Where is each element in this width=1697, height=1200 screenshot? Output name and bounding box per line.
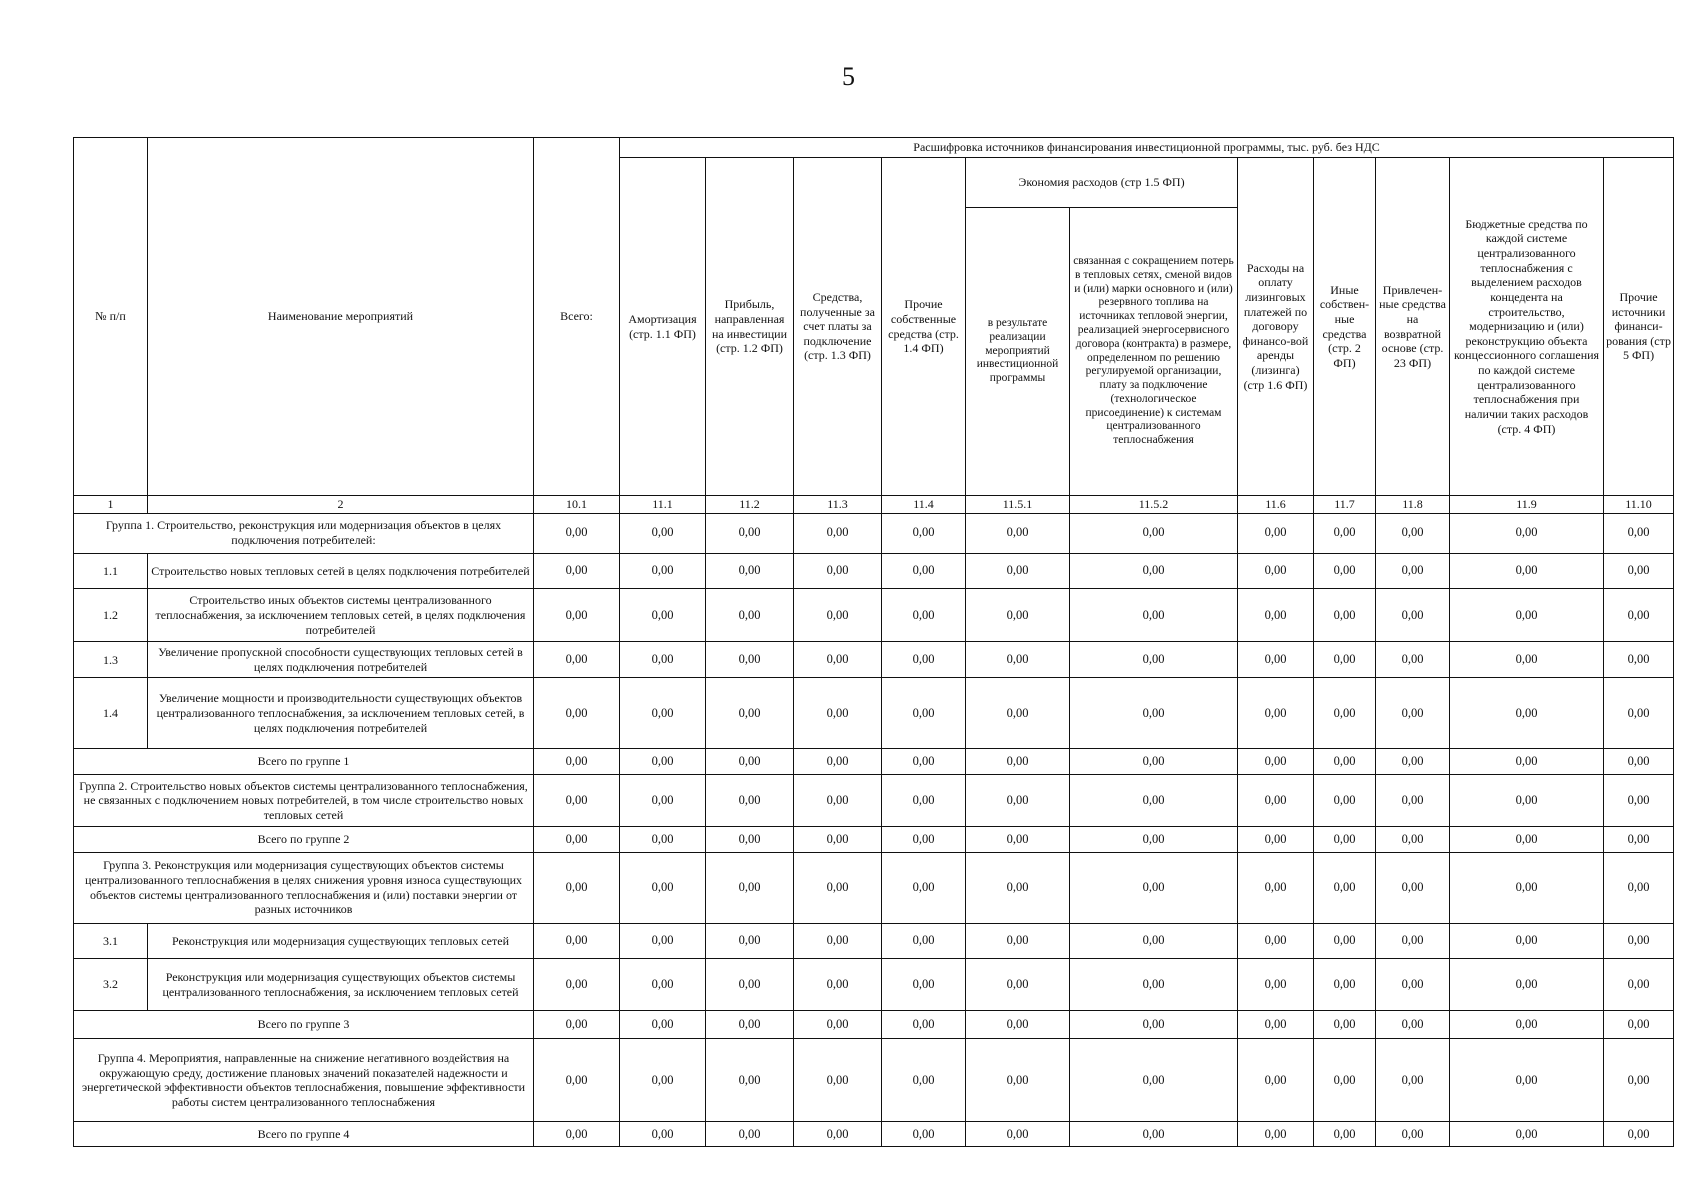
value-cell: 0,00 [1314,589,1376,642]
value-cell: 0,00 [1314,852,1376,923]
value-cell: 0,00 [794,678,882,749]
value-cell: 0,00 [966,774,1070,826]
value-cell: 0,00 [534,1122,620,1147]
value-cell: 0,00 [794,959,882,1011]
value-cell: 0,00 [966,1122,1070,1147]
value-cell: 0,00 [1238,774,1314,826]
header-num: № п/п [74,138,148,496]
col-number: 10.1 [534,496,620,514]
value-cell: 0,00 [1376,1039,1450,1122]
value-cell: 0,00 [706,642,794,678]
header-name: Наименование мероприятий [148,138,534,496]
value-cell: 0,00 [1238,852,1314,923]
value-cell: 0,00 [534,923,620,959]
value-cell: 0,00 [620,589,706,642]
value-cell: 0,00 [1604,1122,1674,1147]
value-cell: 0,00 [1450,1122,1604,1147]
item-row [74,923,1674,959]
value-cell: 0,00 [966,827,1070,853]
value-cell: 0,00 [534,589,620,642]
row-name: Строительство иных объектов системы централизованного теплоснабжения, за исключением тепловых сетей, в целях подключения потребителей [148,589,534,642]
header-leasing: Расходы на оплату лизинговых платежей по договору финансо-вой аренды (лизинга) (стр 1.6 ФП) [1238,158,1314,496]
value-cell: 0,00 [620,553,706,589]
value-cell: 0,00 [1070,513,1238,553]
group-name: Группа 2. Строительство новых объектов системы централизованного теплоснабжения, не связанных с подключением новых потребителей, в том числе строительство новых тепловых сетей [74,774,534,826]
value-cell: 0,00 [1238,642,1314,678]
value-cell: 0,00 [1314,1122,1376,1147]
header-other-own: Иные собствен-ные средства (стр. 2 ФП) [1314,158,1376,496]
value-cell: 0,00 [966,1011,1070,1039]
value-cell: 0,00 [1450,749,1604,775]
value-cell: 0,00 [1314,827,1376,853]
value-cell: 0,00 [1314,959,1376,1011]
value-cell: 0,00 [882,513,966,553]
value-cell: 0,00 [1070,642,1238,678]
value-cell: 0,00 [1604,1039,1674,1122]
col-number: 11.8 [1376,496,1450,514]
header-savings: Экономия расходов (стр 1.5 ФП) [966,158,1238,208]
value-cell: 0,00 [1070,852,1238,923]
value-cell: 0,00 [1238,749,1314,775]
value-cell: 0,00 [534,749,620,775]
value-cell: 0,00 [1450,852,1604,923]
value-cell: 0,00 [882,923,966,959]
item-row [74,678,1674,749]
header-savings-program: в результате реализации мероприятий инвестиционной программы [966,208,1070,496]
value-cell: 0,00 [794,1122,882,1147]
value-cell: 0,00 [1376,749,1450,775]
row-name: Реконструкция или модернизация существующих объектов системы централизованного теплоснабжения, за исключением тепловых сетей [148,959,534,1011]
value-cell: 0,00 [1238,513,1314,553]
value-cell: 0,00 [1238,553,1314,589]
value-cell: 0,00 [794,852,882,923]
header-budget: Бюджетные средства по каждой системе централизованного теплоснабжения с выделением расходов концедента на строительство, модернизацию и (или) реконструкцию объекта концессионного соглашения по каждой системе централизованного теплоснабжения при наличии таких расходов (стр. 4 ФП) [1450,158,1604,496]
value-cell: 0,00 [1450,827,1604,853]
value-cell: 0,00 [794,749,882,775]
col-number: 11.6 [1238,496,1314,514]
row-number: 1.4 [74,678,148,749]
value-cell: 0,00 [794,642,882,678]
value-cell: 0,00 [794,589,882,642]
col-number: 11.3 [794,496,882,514]
value-cell: 0,00 [1604,678,1674,749]
value-cell: 0,00 [1376,923,1450,959]
value-cell: 0,00 [882,589,966,642]
row-name: Строительство новых тепловых сетей в целях подключения потребителей [148,553,534,589]
value-cell: 0,00 [620,678,706,749]
value-cell: 0,00 [1604,642,1674,678]
value-cell: 0,00 [966,589,1070,642]
col-number: 11.2 [706,496,794,514]
page-number: 5 [842,62,855,91]
row-number: 1.3 [74,642,148,678]
value-cell: 0,00 [1604,553,1674,589]
value-cell: 0,00 [1604,1011,1674,1039]
value-cell: 0,00 [1376,589,1450,642]
value-cell: 0,00 [882,959,966,1011]
value-cell: 0,00 [1376,1011,1450,1039]
value-cell: 0,00 [1314,749,1376,775]
value-cell: 0,00 [1376,827,1450,853]
col-number: 11.5.2 [1070,496,1238,514]
value-cell: 0,00 [1238,589,1314,642]
value-cell: 0,00 [1604,827,1674,853]
value-cell: 0,00 [1070,1039,1238,1122]
value-cell: 0,00 [620,1011,706,1039]
value-cell: 0,00 [1450,589,1604,642]
value-cell: 0,00 [882,1039,966,1122]
group-total-label: Всего по группе 2 [74,827,534,853]
value-cell: 0,00 [620,749,706,775]
col-number: 11.7 [1314,496,1376,514]
value-cell: 0,00 [1604,589,1674,642]
table-body [74,513,1674,1146]
value-cell: 0,00 [1376,774,1450,826]
value-cell: 0,00 [1314,1039,1376,1122]
value-cell: 0,00 [882,1122,966,1147]
value-cell: 0,00 [706,923,794,959]
value-cell: 0,00 [1238,1039,1314,1122]
value-cell: 0,00 [1238,827,1314,853]
value-cell: 0,00 [1604,774,1674,826]
value-cell: 0,00 [1238,678,1314,749]
value-cell: 0,00 [882,852,966,923]
item-row [74,642,1674,678]
financing-table [73,137,1674,1147]
value-cell: 0,00 [1376,1122,1450,1147]
group-total-label: Всего по группе 1 [74,749,534,775]
value-cell: 0,00 [882,678,966,749]
value-cell: 0,00 [1314,678,1376,749]
value-cell: 0,00 [882,774,966,826]
total-row [74,827,1674,853]
total-row [74,749,1674,775]
col-number: 11.5.1 [966,496,1070,514]
header-savings-losses: связанная с сокращением потерь в тепловых сетях, сменой видов и (или) марки основного и (или) резервного топлива на источниках тепловой энергии, реализацией энергосервисного договора (контракта) в размере, определенном по решению регулируемой организации, плату за подключение (технологическое присоединение) к системам централизованного теплоснабжения [1070,208,1238,496]
value-cell: 0,00 [1070,959,1238,1011]
header-borrowed: Привлечен-ные средства на возвратной основе (стр. 23 ФП) [1376,158,1450,496]
value-cell: 0,00 [794,774,882,826]
value-cell: 0,00 [620,1122,706,1147]
value-cell: 0,00 [1070,827,1238,853]
value-cell: 0,00 [1314,923,1376,959]
value-cell: 0,00 [620,827,706,853]
value-cell: 0,00 [534,1011,620,1039]
header-connection-fee: Средства, полученные за счет платы за подключение (стр. 1.3 ФП) [794,158,882,496]
col-number: 11.9 [1450,496,1604,514]
header-total: Всего: [534,138,620,496]
value-cell: 0,00 [706,1039,794,1122]
value-cell: 0,00 [1450,553,1604,589]
value-cell: 0,00 [794,1039,882,1122]
header-own-other: Прочие собственные средства (стр. 1.4 ФП) [882,158,966,496]
col-number: 11.1 [620,496,706,514]
col-number: 11.4 [882,496,966,514]
row-name: Увеличение мощности и производительности существующих объектов централизованного теплоснабжения, за исключением тепловых сетей, в целях подключения потребителей [148,678,534,749]
value-cell: 0,00 [1604,852,1674,923]
value-cell: 0,00 [706,513,794,553]
value-cell: 0,00 [966,1039,1070,1122]
value-cell: 0,00 [1604,749,1674,775]
value-cell: 0,00 [534,852,620,923]
value-cell: 0,00 [1070,553,1238,589]
value-cell: 0,00 [620,923,706,959]
value-cell: 0,00 [620,959,706,1011]
value-cell: 0,00 [1070,923,1238,959]
group-total-label: Всего по группе 4 [74,1122,534,1147]
value-cell: 0,00 [534,513,620,553]
value-cell: 0,00 [1450,678,1604,749]
value-cell: 0,00 [794,827,882,853]
row-name: Реконструкция или модернизация существующих тепловых сетей [148,923,534,959]
header-amortization: Амортизация (стр. 1.1 ФП) [620,158,706,496]
column-numbers-row [74,496,1674,514]
value-cell: 0,00 [966,852,1070,923]
value-cell: 0,00 [794,513,882,553]
value-cell: 0,00 [1376,959,1450,1011]
value-cell: 0,00 [1604,923,1674,959]
value-cell: 0,00 [1070,774,1238,826]
value-cell: 0,00 [620,852,706,923]
value-cell: 0,00 [1238,959,1314,1011]
value-cell: 0,00 [1604,959,1674,1011]
value-cell: 0,00 [534,642,620,678]
value-cell: 0,00 [1376,642,1450,678]
group-row [74,852,1674,923]
value-cell: 0,00 [1238,1122,1314,1147]
value-cell: 0,00 [706,553,794,589]
row-number: 3.2 [74,959,148,1011]
value-cell: 0,00 [1376,852,1450,923]
group-row [74,1039,1674,1122]
value-cell: 0,00 [1070,1122,1238,1147]
value-cell: 0,00 [882,827,966,853]
value-cell: 0,00 [882,642,966,678]
value-cell: 0,00 [1314,553,1376,589]
value-cell: 0,00 [1070,589,1238,642]
value-cell: 0,00 [534,678,620,749]
value-cell: 0,00 [1070,1011,1238,1039]
value-cell: 0,00 [706,1011,794,1039]
group-name: Группа 3. Реконструкция или модернизация существующих объектов системы централизованного теплоснабжения в целях снижения уровня износа существующих объектов системы централизованного теплоснабжения и (или) поставки энергии от разных источников [74,852,534,923]
value-cell: 0,00 [966,749,1070,775]
value-cell: 0,00 [1450,513,1604,553]
value-cell: 0,00 [706,678,794,749]
value-cell: 0,00 [882,749,966,775]
total-row [74,1122,1674,1147]
value-cell: 0,00 [1450,642,1604,678]
value-cell: 0,00 [1314,774,1376,826]
value-cell: 0,00 [1604,513,1674,553]
value-cell: 0,00 [966,642,1070,678]
total-row [74,1011,1674,1039]
value-cell: 0,00 [620,642,706,678]
value-cell: 0,00 [1450,1039,1604,1122]
header-profit: Прибыль, направленная на инвестиции (стр. 1.2 ФП) [706,158,794,496]
group-row [74,774,1674,826]
value-cell: 0,00 [1314,642,1376,678]
value-cell: 0,00 [706,749,794,775]
value-cell: 0,00 [1450,1011,1604,1039]
value-cell: 0,00 [1314,1011,1376,1039]
value-cell: 0,00 [1314,513,1376,553]
row-number: 1.1 [74,553,148,589]
value-cell: 0,00 [794,553,882,589]
value-cell: 0,00 [966,513,1070,553]
value-cell: 0,00 [1070,749,1238,775]
value-cell: 0,00 [1450,923,1604,959]
item-row [74,553,1674,589]
value-cell: 0,00 [706,1122,794,1147]
group-total-label: Всего по группе 3 [74,1011,534,1039]
value-cell: 0,00 [1238,1011,1314,1039]
value-cell: 0,00 [1376,513,1450,553]
value-cell: 0,00 [1450,774,1604,826]
group-name: Группа 1. Строительство, реконструкция или модернизация объектов в целях подключения потребителей: [74,513,534,553]
value-cell: 0,00 [794,923,882,959]
value-cell: 0,00 [882,1011,966,1039]
value-cell: 0,00 [534,774,620,826]
value-cell: 0,00 [534,827,620,853]
value-cell: 0,00 [706,589,794,642]
value-cell: 0,00 [1376,553,1450,589]
item-row [74,589,1674,642]
value-cell: 0,00 [706,852,794,923]
value-cell: 0,00 [1450,959,1604,1011]
value-cell: 0,00 [1238,923,1314,959]
col-number: 1 [74,496,148,514]
group-row [74,513,1674,553]
value-cell: 0,00 [534,1039,620,1122]
value-cell: 0,00 [966,923,1070,959]
value-cell: 0,00 [966,678,1070,749]
value-cell: 0,00 [534,959,620,1011]
header-other-sources: Прочие источники финанси-рования (стр 5 ФП) [1604,158,1674,496]
group-name: Группа 4. Мероприятия, направленные на снижение негативного воздействия на окружающую среду, достижение плановых значений показателей надежности и энергетической эффективности объектов теплоснабжения, повышение эффективности работы систем централизованного теплоснабжения [74,1039,534,1122]
col-number: 2 [148,496,534,514]
value-cell: 0,00 [966,553,1070,589]
value-cell: 0,00 [620,774,706,826]
value-cell: 0,00 [706,959,794,1011]
value-cell: 0,00 [706,827,794,853]
col-number: 11.10 [1604,496,1674,514]
value-cell: 0,00 [620,513,706,553]
value-cell: 0,00 [966,959,1070,1011]
value-cell: 0,00 [620,1039,706,1122]
value-cell: 0,00 [534,553,620,589]
value-cell: 0,00 [706,774,794,826]
value-cell: 0,00 [1376,678,1450,749]
row-number: 3.1 [74,923,148,959]
row-number: 1.2 [74,589,148,642]
value-cell: 0,00 [882,553,966,589]
value-cell: 0,00 [1070,678,1238,749]
value-cell: 0,00 [794,1011,882,1039]
row-name: Увеличение пропускной способности существующих тепловых сетей в целях подключения потребителей [148,642,534,678]
header-breakdown: Расшифровка источников финансирования инвестиционной программы, тыс. руб. без НДС [620,138,1674,158]
item-row [74,959,1674,1011]
